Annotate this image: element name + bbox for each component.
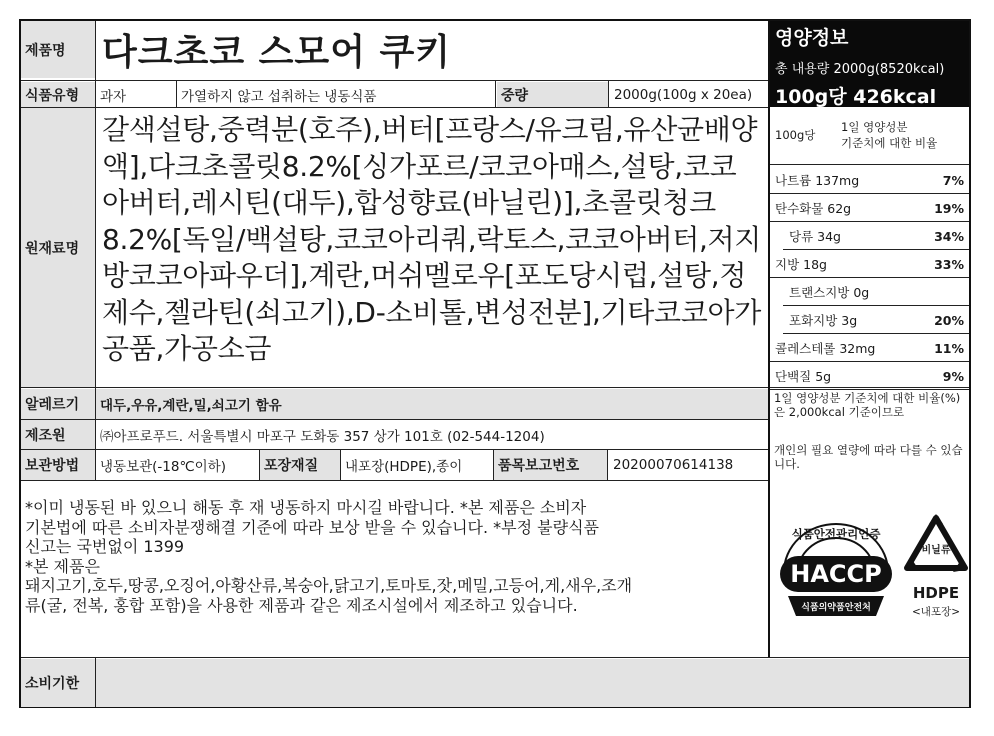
product-name: 다크초코 스모어 쿠키 <box>102 32 452 73</box>
nutrition-row-name: 나트륨 137mg <box>775 173 860 188</box>
nutrition-row <box>771 362 968 390</box>
food-type-value: 과자 <box>100 88 127 105</box>
grid-line <box>607 449 608 480</box>
maker-label: 제조원 <box>21 420 95 449</box>
grid-line <box>493 449 494 480</box>
nutrition-row-name: 지방 18g <box>775 257 827 272</box>
report-number-label: 품목보고번호 <box>494 450 608 480</box>
food-type-note: 가열하지 않고 섭취하는 냉동식품 <box>181 88 377 105</box>
grid-line <box>21 387 969 388</box>
recycle-code: HDPE <box>912 584 960 602</box>
nutrition-divider <box>769 164 969 165</box>
notes-line: 기본법에 따른 소비자분쟁해결 기준에 따라 보상 받을 수 있습니다. *부정 불량식품 <box>25 517 599 537</box>
nutrition-row-name: 콜레스테롤 32mg <box>775 341 876 356</box>
nutrition-row <box>771 166 968 194</box>
grid-line <box>608 80 609 107</box>
haccp-logo <box>776 516 896 622</box>
notes-line: 돼지고기,호두,땅콩,오징어,아황산류,복숭아,닭고기,토마토,잣,메밀,고등어,게,새우,조개 <box>25 576 633 595</box>
weight-value: 2000g(100g x 20ea) <box>614 86 753 103</box>
nutrition-row <box>771 306 968 334</box>
haccp-bottom-text: 식품의약품안전처 <box>801 603 871 613</box>
nutrition-row-name: 포화지방 3g <box>789 313 858 328</box>
storage-value: 냉동보관(-18℃이하) <box>100 459 226 475</box>
grid-line <box>21 80 769 81</box>
nutrition-row-name: 단백질 5g <box>775 369 832 384</box>
maker-value: ㈜아프로푸드. 서울특별시 마포구 도화동 357 상가 101호 (02-544-1204) <box>100 428 545 445</box>
allergy-label: 알레르기 <box>21 389 95 419</box>
packaging-value: 내포장(HDPE),종이 <box>345 459 463 475</box>
grid-line <box>176 80 177 107</box>
haccp-main-text: HACCP <box>790 560 882 588</box>
nutrition-divider <box>769 389 969 390</box>
nutrition-footnote-1: 1일 영양성분 기준치에 대한 비율(%)은 2,000kcal 기준이므로 <box>774 391 961 419</box>
grid-line <box>21 480 769 481</box>
nutrition-row-percent: 9% <box>942 368 964 384</box>
nutrition-row <box>771 278 968 306</box>
notes-line: 류(굴, 전복, 홍합 포함)을 사용한 제품과 같은 제조시설에서 제조하고 있습니다. <box>25 595 578 615</box>
food-type-label: 식품유형 <box>21 82 95 107</box>
nutrition-row-percent: 7% <box>942 172 964 188</box>
nutrition-basis-right-2: 기준치에 대한 비율 <box>841 136 938 150</box>
report-number-value: 20200070614138 <box>613 457 734 473</box>
recycle-sub: <내포장> <box>911 606 961 618</box>
grid-line <box>495 80 496 107</box>
nutrition-footnote-2: 개인의 필요 열량에 따라 다를 수 있습니다. <box>774 443 963 471</box>
grid-line <box>259 449 260 480</box>
product-name-label: 제품명 <box>21 21 95 78</box>
recycle-mark <box>903 514 969 624</box>
nutrition-per-serving: 100g당 426kcal <box>775 86 937 108</box>
grid-line <box>21 419 769 420</box>
allergy-value: 대두,우유,계란,밀,쇠고기 함유 <box>96 389 768 419</box>
grid-line <box>21 449 769 450</box>
grid-line <box>21 657 969 658</box>
nutrition-row <box>771 334 968 362</box>
nutrition-basis-left: 100g당 <box>775 128 816 142</box>
nutrition-row-name: 탄수화물 62g <box>775 201 852 216</box>
nutrition-row-name: 트랜스지방 0g <box>789 285 870 300</box>
recycle-material: 비닐류 <box>921 545 951 556</box>
expiry-label: 소비기한 <box>21 659 95 707</box>
nutrition-row-percent: 19% <box>934 200 964 216</box>
grid-line <box>340 449 341 480</box>
haccp-top-text: 식품안전관리인증 <box>791 527 881 541</box>
nutrition-row-name: 당류 34g <box>789 229 841 244</box>
expiry-value <box>96 659 969 707</box>
notes-line: *이미 냉동된 바 있으니 해동 후 재 냉동하지 마시길 바랍니다. *본 제품은 소비자 <box>25 498 587 517</box>
nutrition-row <box>771 194 968 222</box>
packaging-label: 포장재질 <box>260 450 340 480</box>
nutrition-basis <box>775 113 969 163</box>
ingredients-text: 갈색설탕,중력분(호주),버터[프랑스/유크림,유산균배양액],다크초콜릿8.2%[싱가포르/코코아매스,설탕,코코아버터,레시틴(대두),합성향료(바닐린)],초콜릿청크8.2%[독일/백설탕,코코아리쿼,락토스,코코아버터,저지방코코아파우더],계란,머쉬멜로우[포도당시럽,설탕,정제수,젤라틴(쇠고기),D-소비톨,변성전분],기타코코아가공품,가공소금 <box>102 113 762 365</box>
nutrition-total: 총 내용량 2000g(8520kcal) <box>775 62 945 77</box>
notes-block <box>21 492 767 652</box>
nutrition-title: 영양정보 <box>775 27 849 49</box>
nutrition-row-percent: 11% <box>934 340 964 356</box>
nutrition-row-percent: 34% <box>934 228 964 244</box>
nutrition-row <box>771 250 968 278</box>
ingredients-label: 원재료명 <box>21 108 95 387</box>
storage-label: 보관방법 <box>21 450 95 480</box>
weight-label: 중량 <box>497 82 609 107</box>
nutrition-basis-right-1: 1일 영양성분 <box>841 120 908 134</box>
nutrition-row-percent: 20% <box>934 312 964 328</box>
grid-line <box>768 21 770 657</box>
grid-line <box>95 657 96 707</box>
nutrition-row-percent: 33% <box>934 256 964 272</box>
notes-line: *본 제품은 <box>25 556 100 576</box>
notes-line: 신고는 국번없이 1399 <box>25 537 185 556</box>
grid-line <box>95 21 96 480</box>
nutrition-row <box>771 222 968 250</box>
grid-line <box>21 107 769 108</box>
